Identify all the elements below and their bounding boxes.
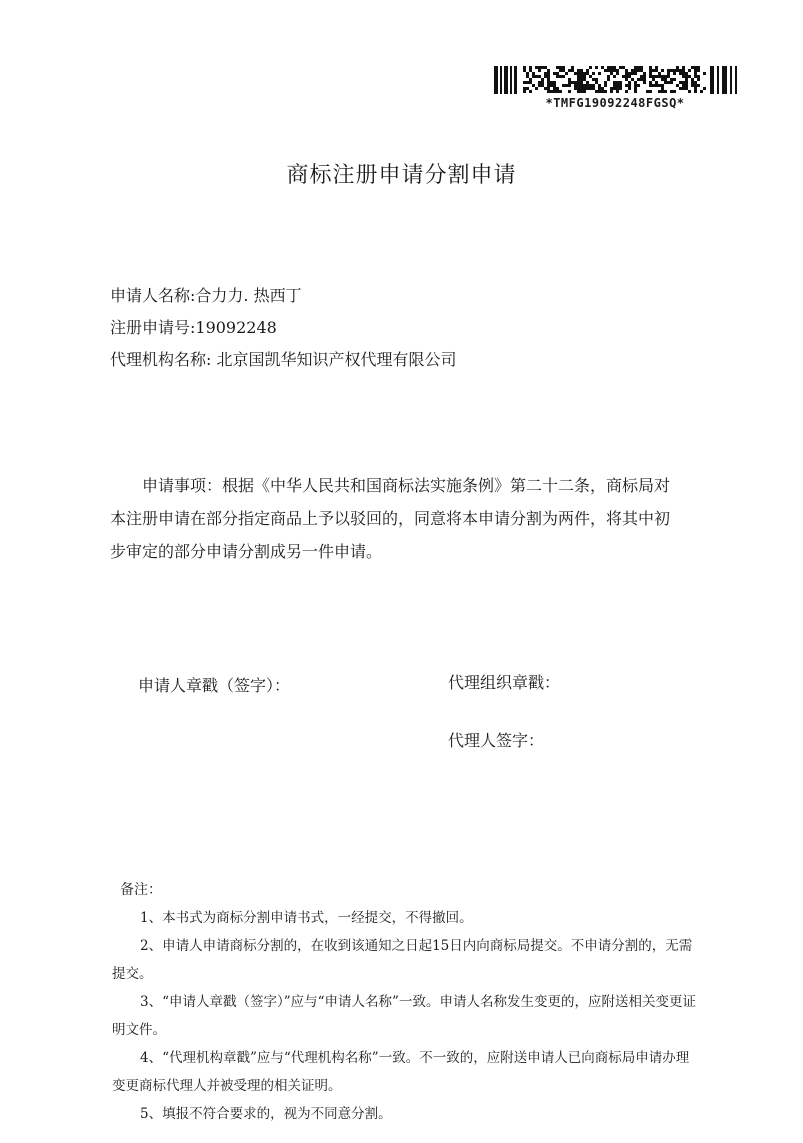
note-item: 5、填报不符合要求的，视为不同意分割。 bbox=[140, 1106, 392, 1122]
page-title: 商标注册申请分割申请 bbox=[286, 163, 517, 188]
note-item: 3、“申请人章戳（签字）”应与“申请人名称”一致。申请人名称发生变更的，应附送相关变更证明文件。 bbox=[112, 994, 696, 1038]
note-item: 2、申请人申请商标分割的，在收到该通知之日起15日内向商标局提交。不申请分割的，无需提交。 bbox=[112, 938, 693, 982]
agency-name: 代理机构名称: 北京国凯华知识产权代理有限公司 bbox=[110, 350, 457, 369]
barcode bbox=[492, 62, 750, 96]
agent-signature-label: 代理人签字： bbox=[448, 731, 545, 750]
note-item: 4、“代理机构章戳”应与“代理机构名称”一致。不一致的，应附送申请人已向商标局申请办理变更商标代理人并被受理的相关证明。 bbox=[112, 1050, 690, 1094]
agency-seal-label: 代理组织章戳： bbox=[448, 673, 561, 692]
registration-number: 注册申请号:19092248 bbox=[110, 318, 277, 337]
barcode-number: *TMFG19092248FGSQ* bbox=[545, 96, 685, 110]
note-item: 1、本书式为商标分割申请书式，一经提交，不得撤回。 bbox=[140, 910, 473, 926]
applicant-seal-label: 申请人章戳（签字）： bbox=[138, 676, 291, 695]
notes-heading: 备注： bbox=[120, 882, 162, 898]
applicant-name: 申请人名称:合力力. 热西丁 bbox=[110, 286, 302, 305]
application-matter: 申请事项：根据《中华人民共和国商标法实施条例》第二十二条，商标局对本注册申请在部分指定商品上予以驳回的，同意将本申请分割为两件，将其中初步审定的部分申请分割成另一件申请。 bbox=[110, 476, 671, 561]
